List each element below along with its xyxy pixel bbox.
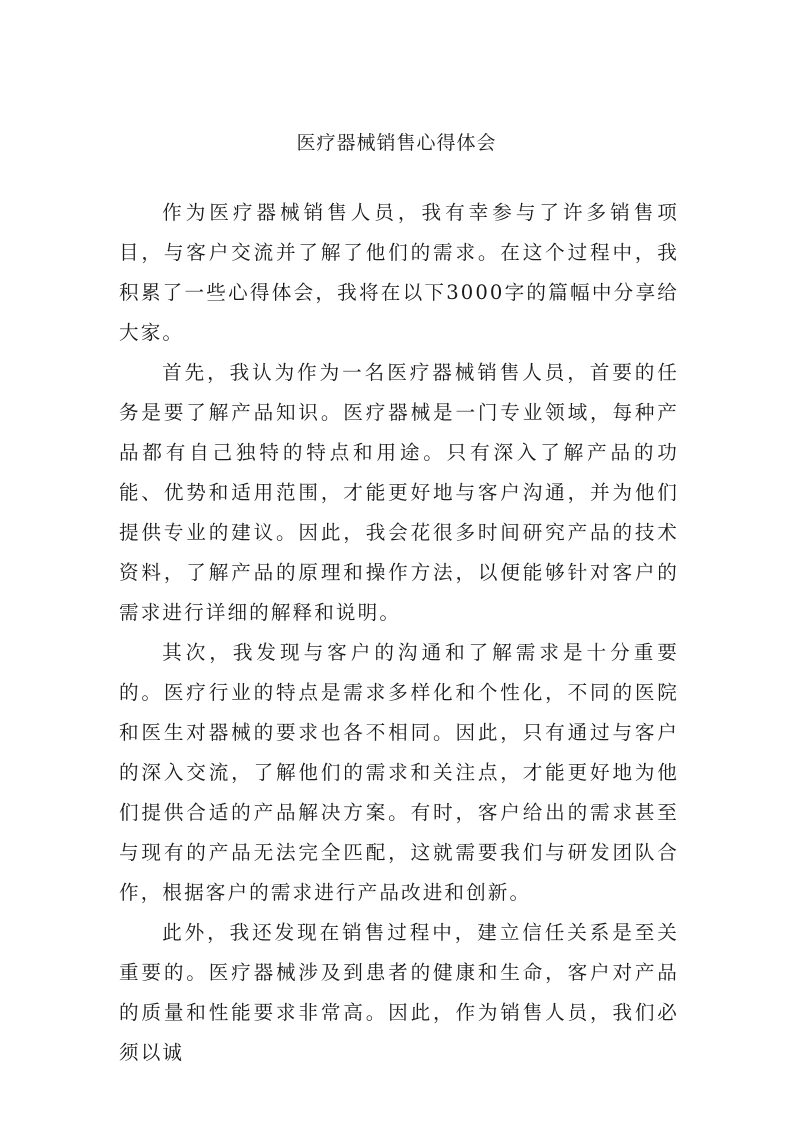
paragraph-trust-building: 此外，我还发现在销售过程中，建立信任关系是至关重要的。医疗器械涉及到患者的健康和生命，客户对产品的质量和性能要求非常高。因此，作为销售人员，我们必须以诚	[119, 921, 679, 1064]
paragraph-customer-communication: 其次，我发现与客户的沟通和了解需求是十分重要的。医疗行业的特点是需求多样化和个性化，不同的医院和医生对器械的要求也各不相同。因此，只有通过与客户的深入交流，了解他们的需求和关注点，才能更好地为他们提供合适的产品解决方案。有时，客户给出的需求甚至与现有的产品无法完全匹配，这就需要我们与研发团队合作，根据客户的需求进行产品改进和创新。	[119, 641, 679, 904]
document-body	[119, 193, 679, 1073]
document-title: 医疗器械销售心得体会	[296, 132, 497, 154]
paragraph-intro: 作为医疗器械销售人员，我有幸参与了许多销售项目，与客户交流并了解了他们的需求。在这个过程中，我积累了一些心得体会，我将在以下3000字的篇幅中分享给大家。	[119, 201, 679, 344]
paragraph-product-knowledge: 首先，我认为作为一名医疗器械销售人员，首要的任务是要了解产品知识。医疗器械是一门专业领域，每种产品都有自己独特的特点和用途。只有深入了解产品的功能、优势和适用范围，才能更好地与客户沟通，并为他们提供专业的建议。因此，我会花很多时间研究产品的技术资料，了解产品的原理和操作方法，以便能够针对客户的需求进行详细的解释和说明。	[119, 361, 679, 624]
